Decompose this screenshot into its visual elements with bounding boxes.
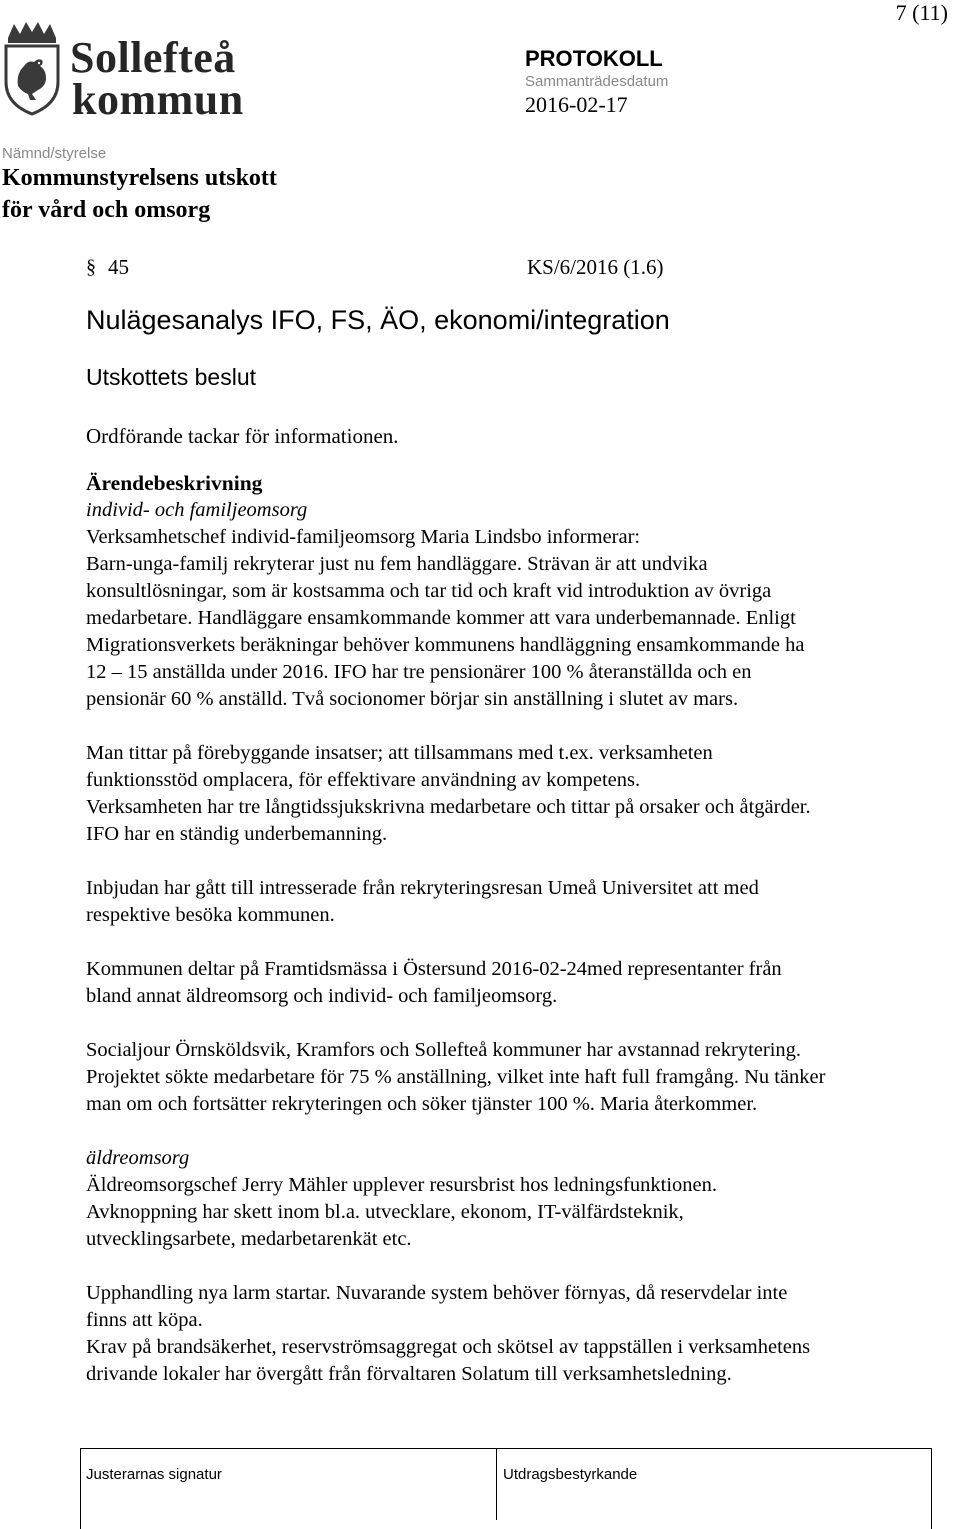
text-line: Äldreomsorgschef Jerry Mähler upplever resursbrist hos ledningsfunktionen. xyxy=(86,1174,717,1196)
paragraph-sign: § xyxy=(86,256,96,278)
text-line: Inbjudan har gått till intresserade från rekryteringsresan Umeå Universitet att med xyxy=(86,877,759,899)
text-line: drivande lokaler har övergått från förvaltaren Solatum till verksamhetsledning. xyxy=(86,1363,732,1385)
decision-text: Ordförande tackar för informationen. xyxy=(86,424,399,448)
paragraph xyxy=(86,740,946,848)
meeting-date: 2016-02-17 xyxy=(525,92,628,117)
text-line: Krav på brandsäkerhet, reservströmsaggregat och skötsel av tappställen i verksamhetens xyxy=(86,1336,811,1358)
section-heading: Ärendebeskrivning xyxy=(86,471,263,495)
text-line: IFO har en ständig underbemanning. xyxy=(86,823,388,845)
paragraph xyxy=(86,956,946,1010)
text-line: finns att köpa. xyxy=(86,1309,203,1331)
meeting-date-label: Sammanträdesdatum xyxy=(525,73,669,90)
text-line: Verksamheten har tre långtidssjukskrivna medarbetare och tittar på orsaker och åtgärder. xyxy=(86,796,811,818)
text-line: 12 – 15 anställda under 2016. IFO har tre pensionärer 100 % återanställda och en xyxy=(86,661,752,683)
text-line: pensionär 60 % anställd. Två socionomer börjar sin anställning i slutet av mars. xyxy=(86,688,739,710)
paragraph xyxy=(86,1037,946,1118)
signature-label-right: Utdragsbestyrkande xyxy=(503,1466,638,1483)
text-line: bland annat äldreomsorg och individ- och familjeomsorg. xyxy=(86,985,558,1007)
decision-heading: Utskottets beslut xyxy=(86,364,257,390)
paragraph xyxy=(86,1280,946,1388)
body-label: Nämnd/styrelse xyxy=(2,145,107,162)
text-line: Avknoppning har skett inom bl.a. utvecklare, ekonom, IT-välfärdsteknik, xyxy=(86,1201,684,1223)
text-line: funktionsstöd omplacera, för effektivare användning av kompetens. xyxy=(86,769,641,791)
text-line: Socialjour Örnsköldsvik, Kramfors och Sollefteå kommuner har avstannad rekrytering. xyxy=(86,1039,802,1061)
logo-wordmark-line1: Sollefteå xyxy=(70,33,236,82)
text-line: Upphandling nya larm startar. Nuvarande system behöver förnyas, då reservdelar inte xyxy=(86,1282,788,1304)
document-type: PROTOKOLL xyxy=(525,46,663,71)
signature-label-left: Justerarnas signatur xyxy=(86,1466,222,1483)
logo-wordmark-line2: kommun xyxy=(72,75,244,124)
committee-name-line2: för vård och omsorg xyxy=(2,197,211,223)
case-description xyxy=(86,470,946,1415)
text-line: Projektet sökte medarbetare för 75 % anställning, vilket inte haft full framgång. Nu tänker xyxy=(86,1066,826,1088)
paragraph xyxy=(86,524,946,713)
coat-of-arms-logo xyxy=(2,20,62,116)
text-line: Kommunen deltar på Framtidsmässa i Östersund 2016-02-24med representanter från xyxy=(86,958,782,980)
text-line: Barn-unga-familj rekryterar just nu fem handläggare. Strävan är att undvika xyxy=(86,553,708,575)
paragraph xyxy=(86,875,946,929)
page-number: 7 (11) xyxy=(895,0,948,25)
signature-box xyxy=(80,1448,932,1529)
text-line: konsultlösningar, som är kostsamma och tar tid och kraft vid introduktion av övriga xyxy=(86,580,772,602)
text-line: medarbetare. Handläggare ensamkommande kommer att vara underbemannade. Enligt xyxy=(86,607,796,629)
text-line: Migrationsverkets beräkningar behöver kommunens handläggning ensamkommande ha xyxy=(86,634,805,656)
text-line: respektive besöka kommunen. xyxy=(86,904,335,926)
text-line: Man tittar på förebyggande insatser; att tillsammans med t.ex. verksamheten xyxy=(86,742,713,764)
text-line: man om och fortsätter rekryteringen och söker tjänster 100 %. Maria återkommer. xyxy=(86,1093,758,1115)
subheading-elderly-care: äldreomsorg xyxy=(86,1147,190,1169)
paragraph-number: 45 xyxy=(108,255,129,279)
signature-divider xyxy=(496,1448,497,1520)
text-line: utvecklingsarbete, medarbetarenkät etc. xyxy=(86,1228,412,1250)
committee-name-line1: Kommunstyrelsens utskott xyxy=(2,165,277,191)
case-number: KS/6/2016 (1.6) xyxy=(527,255,664,279)
item-title: Nulägesanalys IFO, FS, ÄO, ekonomi/integration xyxy=(86,305,670,335)
subheading-ifo: individ- och familjeomsorg xyxy=(86,499,308,521)
text-line: Verksamhetschef individ-familjeomsorg Maria Lindsbo informerar: xyxy=(86,526,641,548)
paragraph xyxy=(86,1172,946,1253)
